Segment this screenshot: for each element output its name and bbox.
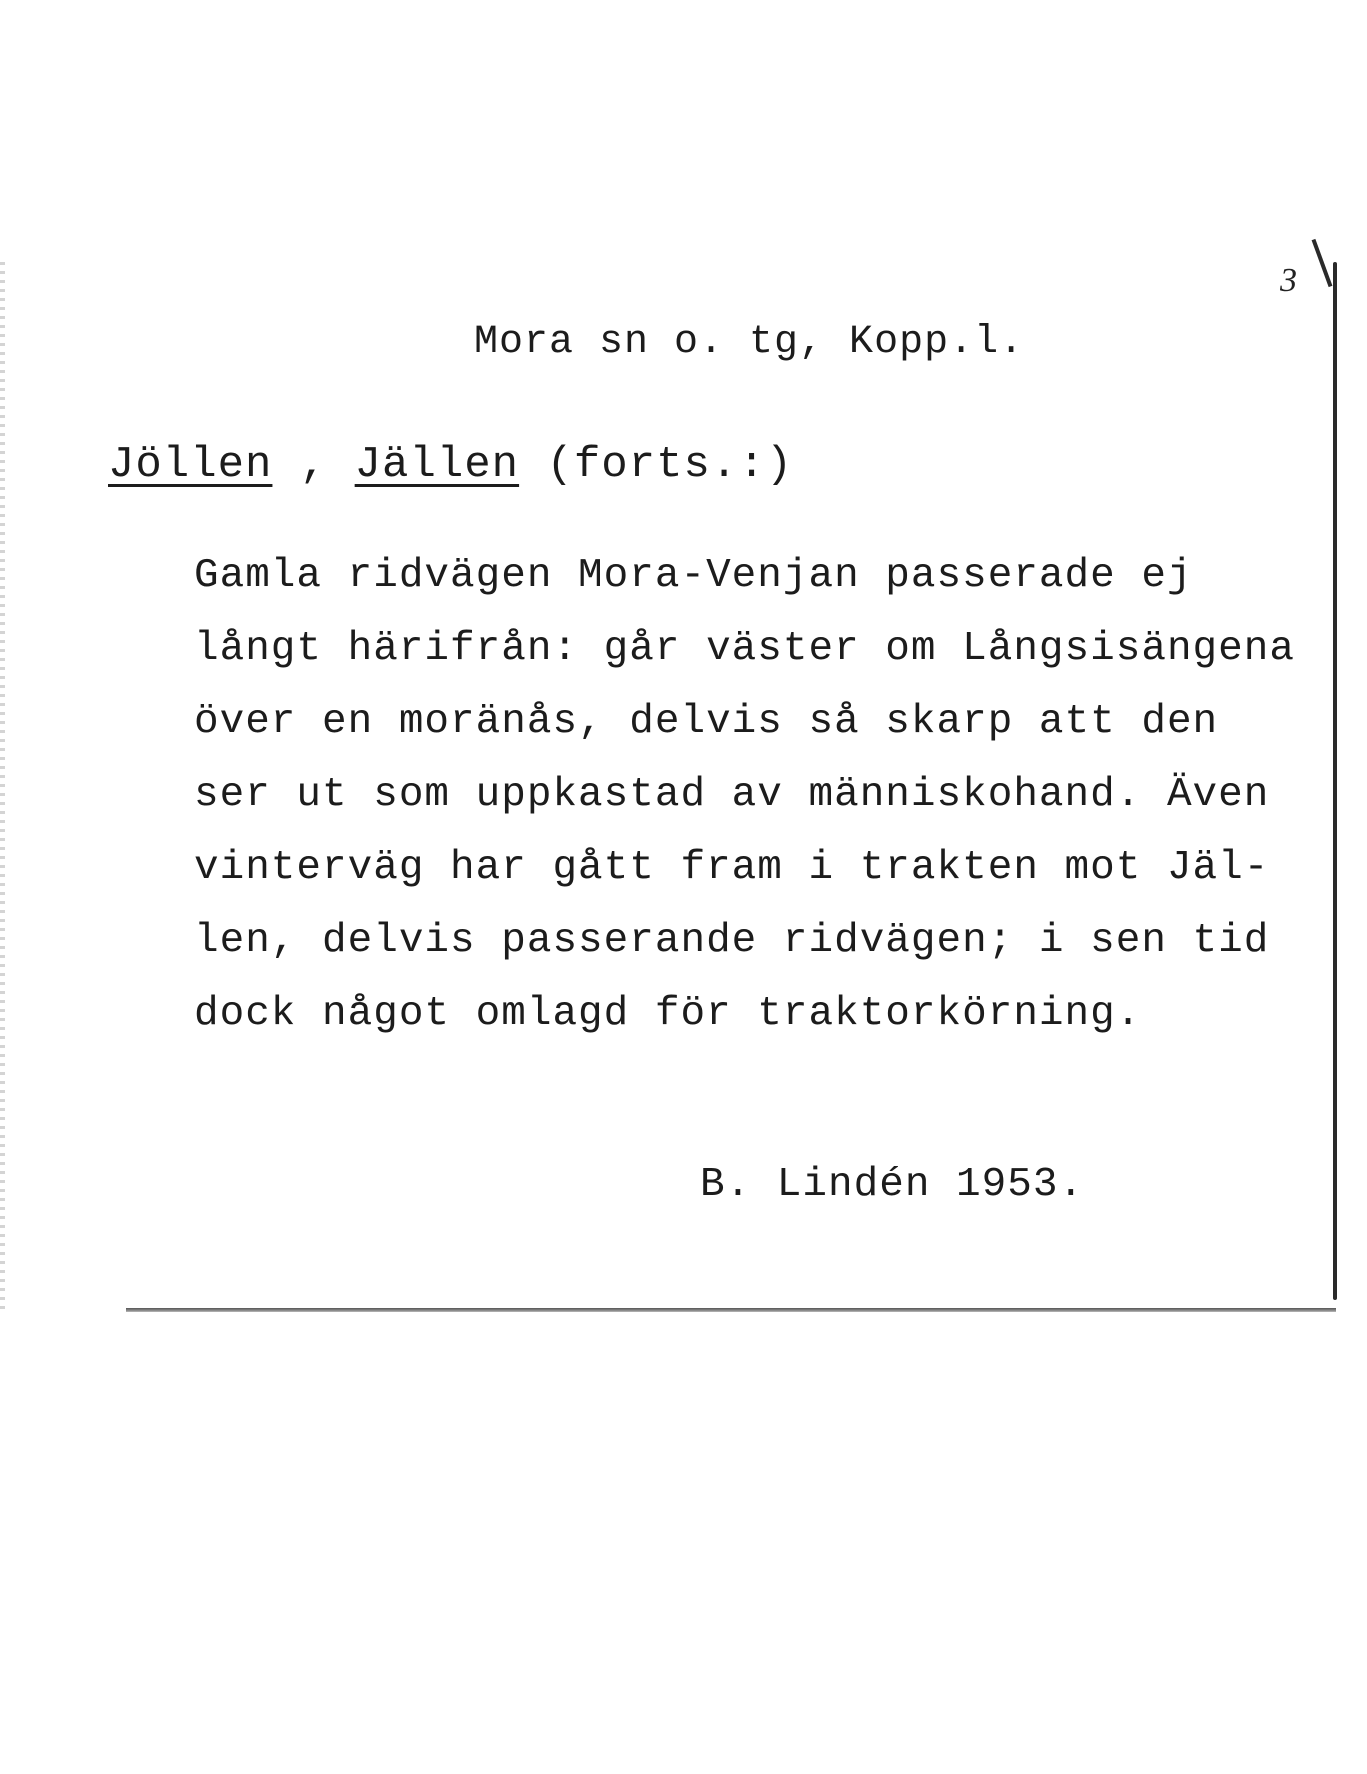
index-card	[0, 262, 1342, 1312]
heading-suffix: (forts.:)	[519, 440, 794, 490]
entry-heading	[108, 440, 793, 490]
body-line: Gamla ridvägen Mora-Venjan passerade ej	[194, 553, 1193, 599]
body-line: långt härifrån: går väster om Långsisängena	[194, 626, 1295, 672]
heading-separator: ,	[272, 440, 355, 490]
body-line: ser ut som uppkastad av människohand. Även	[194, 772, 1270, 818]
body-line: över en moränås, delvis så skarp att den	[194, 699, 1219, 745]
location-line: Mora sn o. tg, Kopp.l.	[474, 320, 1025, 365]
signature: B. Lindén 1953.	[700, 1162, 1085, 1208]
body-line: len, delvis passerande ridvägen; i sen tid	[194, 918, 1270, 964]
body-line: dock något omlagd för traktorkörning.	[194, 991, 1142, 1037]
body-line: vinterväg har gått fram i trakten mot Jäl-	[194, 845, 1270, 891]
entry-body	[194, 540, 1314, 1051]
card-right-edge	[1333, 262, 1337, 1300]
heading-term-2: Jällen	[354, 440, 520, 490]
card-corner-mark	[1312, 239, 1333, 287]
heading-term-1: Jöllen	[108, 440, 273, 490]
card-left-edge	[0, 262, 5, 1312]
page-number: 3	[1280, 262, 1297, 299]
card-bottom-edge	[126, 1308, 1336, 1312]
